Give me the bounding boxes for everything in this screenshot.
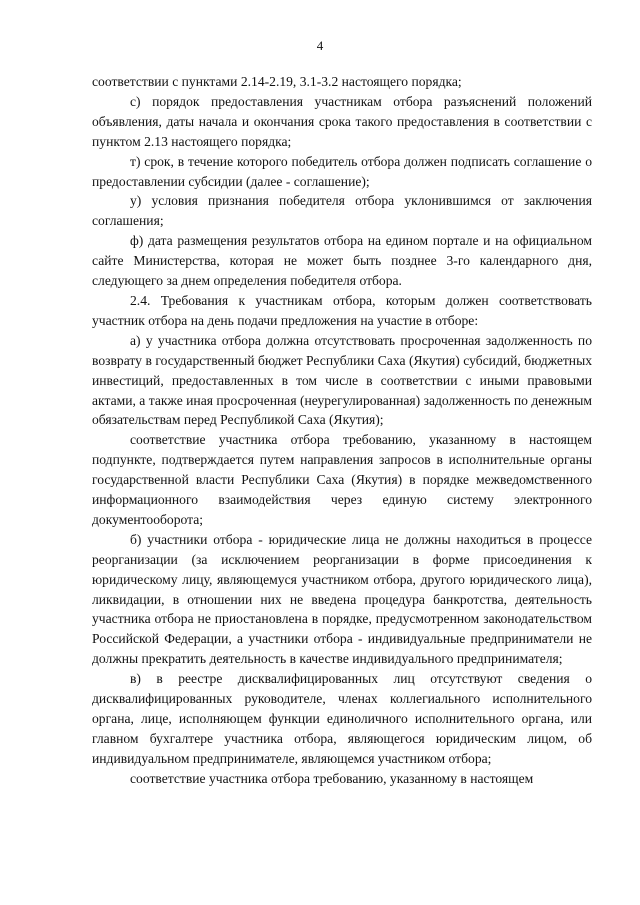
page-number: 4 [316, 38, 324, 53]
paragraph-item-a: а) у участника отбора должна отсутствовать просроченная задолженность по возврату в государственный бюджет Республики Саха (Якутия) субсидий, бюджетных инвестиций, предоставленных в том числе в соответствии с иными правовыми актами, а также иная просроченная (неурегулированная) задолженность по денежным обязательствам перед Республикой Саха (Якутия); [92, 332, 592, 428]
paragraph-compliance-a: соответствие участника отбора требованию, указанному в настоящем подпункте, подтверждается путем направления запросов в исполнительные органы государственной власти Республики Саха (Якутия) в порядке межведомственного информационного взаимодействия через единую систему электронного документооборота; [92, 432, 592, 527]
document-body [92, 72, 592, 789]
paragraph-continuation: соответствии с пунктами 2.14-2.19, 3.1-3.2 настоящего порядка; [92, 74, 462, 89]
paragraph-item-b: б) участники отбора - юридические лица не должны находиться в процессе реорганизации (за исключением реорганизации в форме присоединения к юридическому лицу, являющемуся участником отбора, другого юридического лица), ликвидации, в отношении них не введена процедура банкротства, деятельность участника отбора не приостановлена в порядке, предусмотренном законодательством Российской Федерации, а участники отбора - индивидуальные предприниматели не должны прекратить деятельность в качестве индивидуального предпринимателя; [92, 531, 592, 667]
paragraph-item-s: с) порядок предоставления участникам отбора разъяснений положений объявления, даты начала и окончания срока такого предоставления в соответствии с пунктом 2.13 настоящего порядка; [92, 93, 592, 149]
paragraph-item-v: в) в реестре дисквалифицированных лиц отсутствуют сведения о дисквалифицированных руководителе, членах коллегиального исполнительного органа, лице, исполняющем функции единоличного исполнительного органа, или главном бухгалтере участника отбора, являющегося юридическим лицом, об индивидуальном предпринимателе, являющемся участником отбора; [92, 671, 592, 766]
paragraph-item-t: т) срок, в течение которого победитель отбора должен подписать соглашение о предоставлении субсидии (далее - соглашение); [92, 153, 592, 189]
paragraph-item-u: у) условия признания победителя отбора уклонившимся от заключения соглашения; [92, 193, 592, 229]
paragraph-item-f: ф) дата размещения результатов отбора на едином портале и на официальном сайте Министерства, которая не может быть позднее 3-го календарного дня, следующего за днем определения победителя отбора. [92, 233, 592, 289]
paragraph-compliance-v: соответствие участника отбора требованию, указанному в настоящем [130, 770, 534, 786]
paragraph-section-2-4: 2.4. Требования к участникам отбора, которым должен соответствовать участник отбора на день подачи предложения на участие в отборе: [92, 292, 592, 328]
